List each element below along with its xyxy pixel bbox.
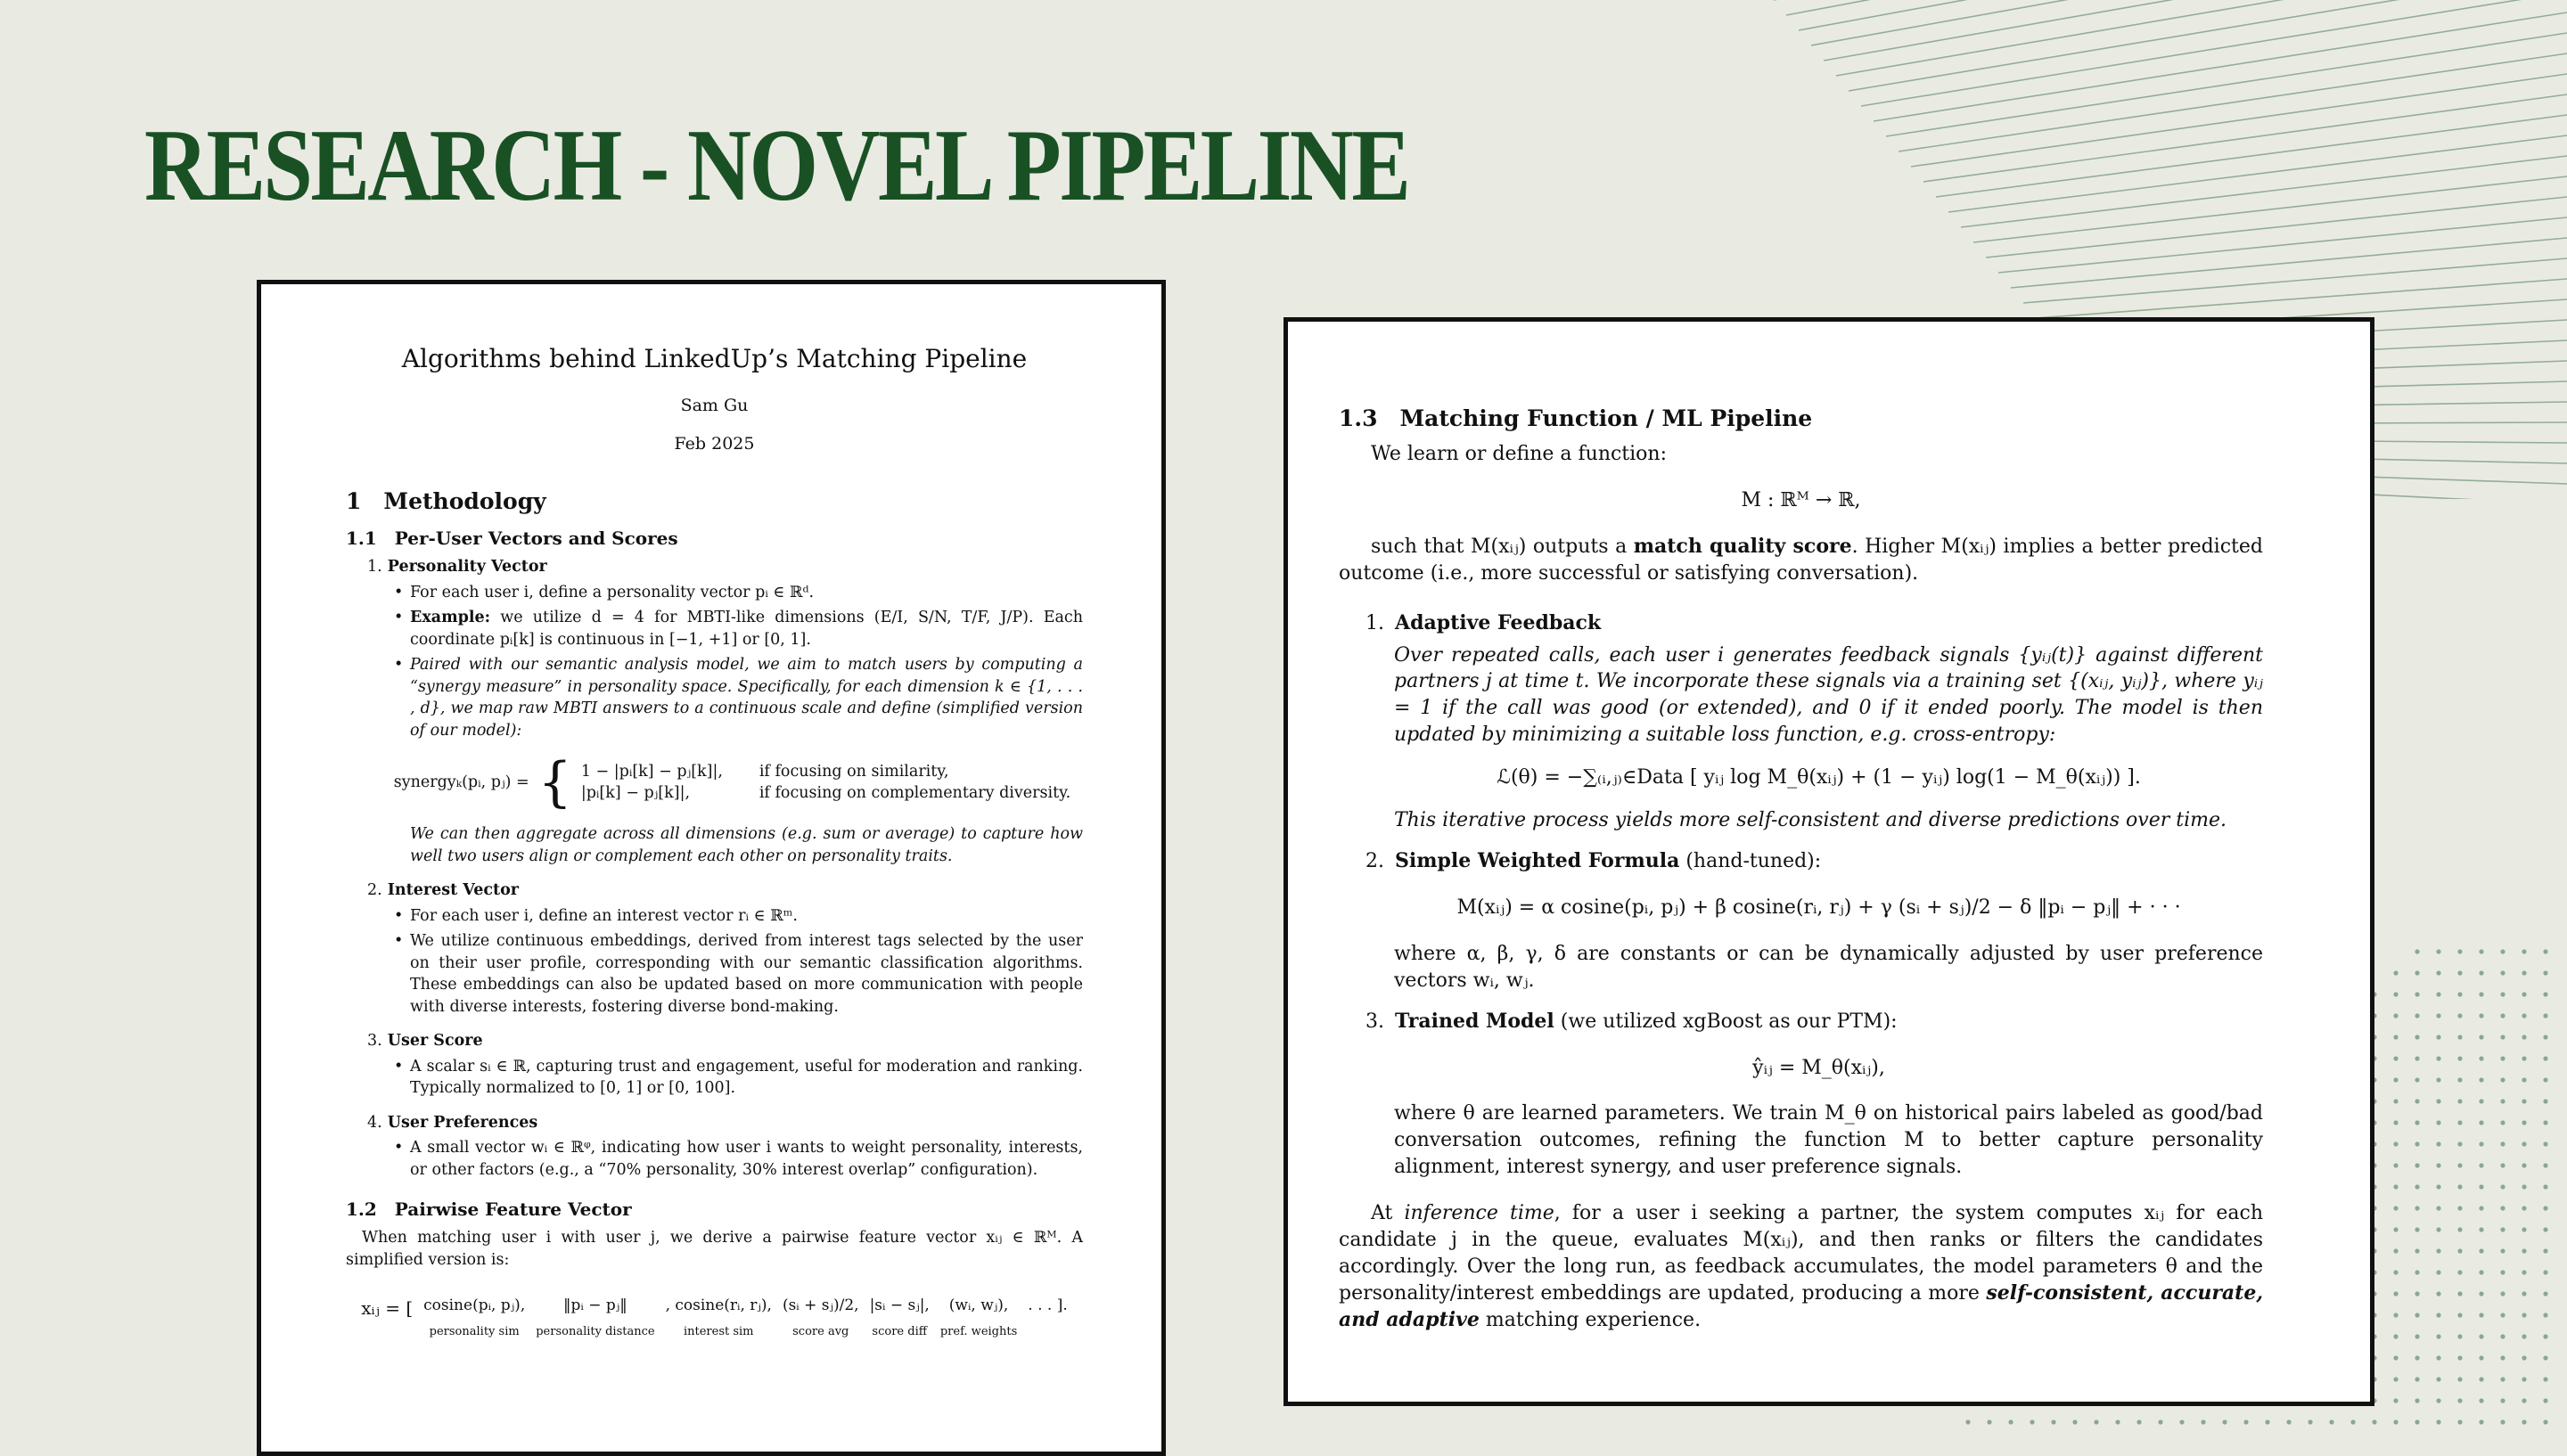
decorative-dot bbox=[2393, 1099, 2398, 1103]
decorative-dot bbox=[2436, 1056, 2440, 1060]
decorative-dot bbox=[2051, 1419, 2055, 1424]
decorative-dot bbox=[2479, 1334, 2483, 1338]
decorative-dot bbox=[2500, 1227, 2505, 1231]
decorative-dot bbox=[2479, 1398, 2483, 1403]
decorative-dot bbox=[2500, 1355, 2505, 1360]
decorative-dot bbox=[2415, 1120, 2419, 1125]
decorative-dot bbox=[2479, 1227, 2483, 1231]
decorative-dot bbox=[2500, 1313, 2505, 1317]
decorative-dot bbox=[2543, 1248, 2547, 1253]
decorative-dot bbox=[2479, 1013, 2483, 1018]
decorative-dot bbox=[2543, 1206, 2547, 1210]
decorative-dot bbox=[2522, 1141, 2526, 1146]
decorative-dot bbox=[2522, 1398, 2526, 1403]
decorative-dot bbox=[2479, 1355, 2483, 1360]
decorative-dot bbox=[2543, 1313, 2547, 1317]
decorative-dot bbox=[2522, 992, 2526, 996]
decorative-line bbox=[1923, 94, 2567, 182]
decorative-dot bbox=[2543, 1291, 2547, 1296]
decorative-dot bbox=[2479, 992, 2483, 996]
decorative-dot bbox=[2457, 1206, 2462, 1210]
decorative-dot bbox=[2415, 1419, 2419, 1424]
decorative-dot bbox=[2500, 1419, 2505, 1424]
decorative-dot bbox=[2393, 1120, 2398, 1125]
decorative-dot bbox=[2436, 1141, 2440, 1146]
decorative-dot bbox=[2500, 949, 2505, 953]
decorative-dot bbox=[2436, 1291, 2440, 1296]
paragraph: where θ are learned parameters. We train M_θ on historical pairs labeled as good/bad conversation outcomes, refining the function M to better capture personality alignment, interest synergy, and user preference signals. bbox=[1394, 1102, 2263, 1179]
decorative-dot bbox=[2500, 1206, 2505, 1210]
feature-cell: |sᵢ − sⱼ|, score diff bbox=[869, 1296, 930, 1339]
decorative-dot bbox=[2415, 1206, 2419, 1210]
decorative-dot bbox=[2393, 1056, 2398, 1060]
decorative-dot bbox=[2436, 1035, 2440, 1039]
feature-cell: (sᵢ + sⱼ)/2, score avg bbox=[782, 1296, 859, 1339]
paper-title: Algorithms behind LinkedUp’s Matching Pipeline bbox=[401, 344, 1028, 373]
decorative-dot bbox=[2457, 1355, 2462, 1360]
decorative-line bbox=[1899, 53, 2567, 151]
decorative-dot bbox=[2479, 1056, 2483, 1060]
decorative-line bbox=[1849, 0, 2567, 91]
paragraph: This iterative process yields more self-consistent and diverse predictions over time. bbox=[1394, 809, 2227, 832]
decorative-dot bbox=[2500, 1077, 2505, 1082]
decorative-dot bbox=[2415, 1035, 2419, 1039]
decorative-dot bbox=[2457, 1163, 2462, 1167]
paragraph: At inference time, for a user i seeking a partner, the system computes xᵢⱼ for each candidate j in the queue, evaluates M(xᵢⱼ), and then ranks or filters the candidates accordingly. Over the long run, as feedback accumulates, the model parameters θ and the personality/interest embeddings are updated, producing a more self-consistent, accurate, and adaptive matching experience. bbox=[1339, 1202, 2264, 1331]
decorative-dot bbox=[2393, 1141, 2398, 1146]
decorative-dot bbox=[2436, 1248, 2440, 1253]
subsection-heading: 1.2 Pairwise Feature Vector bbox=[346, 1198, 632, 1221]
decorative-dot bbox=[2179, 1419, 2184, 1424]
list-item-heading: 3. User Score bbox=[367, 1032, 483, 1051]
decorative-dot bbox=[2415, 1334, 2419, 1338]
decorative-dot bbox=[2522, 1206, 2526, 1210]
decorative-dot bbox=[2136, 1419, 2141, 1424]
subsection-heading: 1.3 Matching Function / ML Pipeline bbox=[1339, 405, 1813, 431]
decorative-dot bbox=[2457, 1227, 2462, 1231]
bullet-item: • We utilize continuous embeddings, derived from interest tags selected by the user on their user profile, corresponding with our semantic classification algorithms. These embeddings can also be updated based on more communication with people with diverse interests, fostering diverse bond-making. bbox=[394, 932, 1083, 1016]
decorative-dot bbox=[2393, 1077, 2398, 1082]
bullet-item: • Example: we utilize d = 4 for MBTI-like dimensions (E/I, S/N, T/F, J/P). Each coordinate pᵢ[k] is continuous in [−1, +1] or [0, 1]. bbox=[394, 609, 1083, 649]
list-item-heading: 2. Simple Weighted Formula (hand-tuned): bbox=[1366, 848, 1822, 872]
list-item-heading: 1. Adaptive Feedback bbox=[1366, 610, 1602, 634]
decorative-line bbox=[1786, 0, 2567, 15]
decorative-dot bbox=[2393, 1291, 2398, 1296]
feature-cell: cosine(pᵢ, pⱼ), personality sim bbox=[423, 1296, 526, 1339]
decorative-dot bbox=[2500, 1291, 2505, 1296]
decorative-dot bbox=[2500, 970, 2505, 975]
decorative-dot bbox=[2479, 1120, 2483, 1125]
decorative-dot bbox=[2436, 1334, 2440, 1338]
decorative-dot bbox=[2436, 1120, 2440, 1125]
decorative-dot bbox=[2457, 1419, 2462, 1424]
decorative-dot bbox=[2436, 992, 2440, 996]
paper-page-right bbox=[1284, 317, 2374, 1406]
decorative-dot bbox=[2543, 1355, 2547, 1360]
decorative-dot bbox=[2522, 1077, 2526, 1082]
decorative-dot bbox=[2500, 1013, 2505, 1018]
decorative-dot bbox=[2436, 1270, 2440, 1274]
decorative-dot bbox=[2436, 1313, 2440, 1317]
decorative-dot bbox=[2500, 1377, 2505, 1381]
decorative-dot bbox=[2543, 1035, 2547, 1039]
decorative-dot bbox=[2522, 1377, 2526, 1381]
decorative-dot bbox=[2415, 970, 2419, 975]
decorative-dot bbox=[2457, 1184, 2462, 1189]
bullet-item: • For each user i, define an interest vector rᵢ ∈ ℝᵐ. bbox=[394, 906, 798, 925]
decorative-dot bbox=[2393, 1227, 2398, 1231]
decorative-dot bbox=[2072, 1419, 2077, 1424]
feature-cell: ‖pᵢ − pⱼ‖ personality distance bbox=[536, 1296, 655, 1339]
decorative-dot bbox=[2393, 1377, 2398, 1381]
decorative-dot bbox=[2543, 1398, 2547, 1403]
decorative-dot bbox=[2415, 1077, 2419, 1082]
paragraph: such that M(xᵢⱼ) outputs a match quality score. Higher M(xᵢⱼ) implies a better predicted outcome (i.e., more successful or satisfying conversation). bbox=[1339, 534, 2263, 585]
decorative-dot bbox=[2350, 1419, 2355, 1424]
decorative-dot bbox=[2522, 1313, 2526, 1317]
decorative-dot bbox=[1965, 1419, 1970, 1424]
decorative-dot bbox=[2522, 1163, 2526, 1167]
decorative-dot bbox=[2436, 1398, 2440, 1403]
decorative-dot bbox=[2436, 1355, 2440, 1360]
decorative-dot bbox=[2479, 1270, 2483, 1274]
decorative-dot bbox=[2479, 1206, 2483, 1210]
decorative-dot bbox=[2457, 1099, 2462, 1103]
decorative-dot bbox=[2415, 1291, 2419, 1296]
decorative-dot bbox=[2436, 1227, 2440, 1231]
decorative-dot bbox=[2522, 1334, 2526, 1338]
decorative-dot bbox=[2543, 1184, 2547, 1189]
decorative-dot bbox=[2393, 1419, 2398, 1424]
subsection-heading: 1.1 Per-User Vectors and Scores bbox=[346, 528, 678, 550]
bullet-item: • A small vector wᵢ ∈ ℝᵠ, indicating how user i wants to weight personality, interests, or other factors (e.g., a “70% personality, 30% interest overlap” configuration). bbox=[394, 1139, 1083, 1179]
decorative-dot bbox=[2522, 1270, 2526, 1274]
decorative-dot bbox=[2500, 1056, 2505, 1060]
decorative-dot bbox=[2543, 1077, 2547, 1082]
decorative-dot bbox=[2500, 992, 2505, 996]
decorative-dot bbox=[2415, 1313, 2419, 1317]
decorative-dot bbox=[2543, 949, 2547, 953]
list-item-heading: 2. Interest Vector bbox=[367, 881, 519, 900]
decorative-dot bbox=[2543, 992, 2547, 996]
list-item-heading: 1. Personality Vector bbox=[367, 558, 547, 577]
decorative-dot bbox=[2522, 1355, 2526, 1360]
decorative-dot bbox=[2030, 1419, 2034, 1424]
decorative-dot bbox=[2457, 949, 2462, 953]
decorative-dot bbox=[2457, 1377, 2462, 1381]
decorative-dot bbox=[2543, 1141, 2547, 1146]
slide-title: RESEARCH - NOVEL PIPELINE bbox=[144, 109, 1409, 223]
decorative-dot bbox=[2522, 1099, 2526, 1103]
decorative-dot bbox=[2436, 949, 2440, 953]
decorative-line bbox=[1836, 0, 2567, 76]
bullet-item: • A scalar sᵢ ∈ ℝ, capturing trust and engagement, useful for moderation and ranking. Typically normalized to [0, 1] or [0, 100]. bbox=[394, 1057, 1083, 1098]
decorative-dot bbox=[2415, 1377, 2419, 1381]
decorative-dot bbox=[2457, 1056, 2462, 1060]
decorative-dot bbox=[2500, 1184, 2505, 1189]
decorative-dot bbox=[2393, 1035, 2398, 1039]
equation: M : ℝᴹ → ℝ, bbox=[1741, 488, 1861, 511]
decorative-dot bbox=[2457, 970, 2462, 975]
decorative-dot bbox=[2393, 1163, 2398, 1167]
decorative-dot bbox=[2522, 970, 2526, 975]
decorative-dot bbox=[2522, 1227, 2526, 1231]
loss-equation: ℒ(θ) = −∑₍ᵢ,ⱼ₎∈Data [ yᵢⱼ log M_θ(xᵢⱼ) + (1 − yᵢⱼ) log(1 − M_θ(xᵢⱼ)) ]. bbox=[1497, 766, 2141, 789]
decorative-line bbox=[2023, 258, 2567, 303]
decorative-dot bbox=[2393, 1334, 2398, 1338]
decorative-dot bbox=[2286, 1419, 2291, 1424]
decorative-dot bbox=[2457, 1120, 2462, 1125]
decorative-dot bbox=[2479, 949, 2483, 953]
paragraph: Over repeated calls, each user i generates feedback signals {yᵢⱼ(t)} against different partners j at time t. We incorporate these signals via a training set {(xᵢⱼ, yᵢⱼ)}, where yᵢⱼ = 1 if the call was good (or extended), and 0 if it ended poorly. The model is then updated by minimizing a suitable loss function, e.g. cross-entropy: bbox=[1394, 643, 2263, 747]
decorative-dot bbox=[2393, 1248, 2398, 1253]
paragraph: We learn or define a function: bbox=[1371, 443, 1668, 465]
decorative-dot bbox=[2393, 1313, 2398, 1317]
decorative-dot bbox=[2201, 1419, 2205, 1424]
decorative-dot bbox=[2372, 1419, 2376, 1424]
decorative-dot bbox=[2158, 1419, 2162, 1424]
decorative-dot bbox=[2393, 1013, 2398, 1018]
decorative-dot bbox=[2479, 1184, 2483, 1189]
decorative-dot bbox=[2415, 1056, 2419, 1060]
decorative-dot bbox=[2265, 1419, 2269, 1424]
decorative-dot bbox=[2094, 1419, 2098, 1424]
decorative-dot bbox=[2415, 1184, 2419, 1189]
decorative-dot bbox=[2500, 1141, 2505, 1146]
decorative-line bbox=[1799, 0, 2567, 30]
decorative-dot bbox=[2543, 1056, 2547, 1060]
decorative-dot bbox=[2479, 1291, 2483, 1296]
decorative-dot bbox=[2393, 1270, 2398, 1274]
list-item-heading: 3. Trained Model (we utilized xgBoost as our PTM): bbox=[1366, 1009, 1898, 1033]
decorative-line bbox=[1986, 197, 2567, 258]
decorative-dot bbox=[2457, 1077, 2462, 1082]
decorative-dot bbox=[1987, 1419, 1991, 1424]
decorative-dot bbox=[2457, 1334, 2462, 1338]
decorative-dot bbox=[2500, 1099, 2505, 1103]
decorative-dot bbox=[2522, 1248, 2526, 1253]
bullet-item: • Paired with our semantic analysis model, we aim to match users by computing a “synergy measure” in personality space. Specifically, for each dimension k ∈ {1, . . . , d}, we map raw MBTI answers to a continuous scale and define (simplified version of our model): bbox=[394, 656, 1083, 740]
decorative-dot bbox=[2479, 1099, 2483, 1103]
decorative-dot bbox=[2522, 1419, 2526, 1424]
decorative-dot bbox=[2415, 1398, 2419, 1403]
decorative-dot bbox=[2500, 1248, 2505, 1253]
decorative-dot bbox=[2329, 1419, 2333, 1424]
decorative-line bbox=[1961, 156, 2567, 227]
weighted-formula-equation: M(xᵢⱼ) = α cosine(pᵢ, pⱼ) + β cosine(rᵢ, rⱼ) + γ (sᵢ + sⱼ)/2 − δ ‖pᵢ − pⱼ‖ + · · · bbox=[1456, 896, 2181, 919]
decorative-dot bbox=[2457, 1248, 2462, 1253]
decorative-dot bbox=[2393, 992, 2398, 996]
decorative-dot bbox=[2243, 1419, 2248, 1424]
paragraph: When matching user i with user j, we derive a pairwise feature vector xᵢⱼ ∈ ℝᴹ. A simplified version is: bbox=[346, 1229, 1083, 1269]
decorative-dot bbox=[2436, 1099, 2440, 1103]
decorative-dot bbox=[2393, 970, 2398, 975]
decorative-dot bbox=[2500, 1270, 2505, 1274]
decorative-dot bbox=[2222, 1419, 2227, 1424]
decorative-line bbox=[2036, 279, 2567, 318]
decorative-dot bbox=[2436, 1077, 2440, 1082]
decorative-dot bbox=[2543, 1270, 2547, 1274]
decorative-dot bbox=[2543, 1099, 2547, 1103]
decorative-dot bbox=[2436, 1163, 2440, 1167]
decorative-dot bbox=[2522, 1056, 2526, 1060]
decorative-dot bbox=[2522, 1291, 2526, 1296]
decorative-dot bbox=[2479, 970, 2483, 975]
decorative-dot bbox=[2457, 1013, 2462, 1018]
decorative-dot bbox=[2457, 1270, 2462, 1274]
decorative-dot bbox=[2500, 1035, 2505, 1039]
decorative-dot bbox=[2479, 1035, 2483, 1039]
decorative-dot bbox=[2308, 1419, 2312, 1424]
decorative-dot bbox=[2500, 1120, 2505, 1125]
decorative-dot bbox=[2436, 1206, 2440, 1210]
feature-cell: (wᵢ, wⱼ), pref. weights bbox=[939, 1296, 1018, 1339]
paper-page-left bbox=[257, 280, 1166, 1456]
decorative-dot bbox=[2479, 1313, 2483, 1317]
decorative-dot bbox=[2522, 1035, 2526, 1039]
decorative-dot bbox=[2479, 1077, 2483, 1082]
decorative-line bbox=[1911, 74, 2567, 167]
decorative-dot bbox=[2436, 1184, 2440, 1189]
decorative-dot bbox=[2522, 1013, 2526, 1018]
decorative-dot bbox=[2457, 992, 2462, 996]
decorative-dot bbox=[2543, 1334, 2547, 1338]
feature-vector-equation: xᵢⱼ = [ cosine(pᵢ, pⱼ), personality sim ‖pᵢ − pⱼ‖ personality distance , cosine(rᵢ, rⱼ), interest sim (sᵢ + sⱼ)/2, score avg |sᵢ − sⱼ|, score diff (wᵢ, wⱼ), pref. weights . . . ]. bbox=[346, 1296, 1083, 1340]
decorative-dot bbox=[2393, 1184, 2398, 1189]
decorative-dot bbox=[2522, 1120, 2526, 1125]
decorative-dot bbox=[2543, 1120, 2547, 1125]
decorative-dot bbox=[2543, 1419, 2547, 1424]
decorative-dot bbox=[2115, 1419, 2120, 1424]
decorative-dot bbox=[2457, 1291, 2462, 1296]
synergy-equation: synergyₖ(pᵢ, pⱼ) = { 1 − |pᵢ[k] − pⱼ[k]|, if focusing on similarity, |pᵢ[k] − pⱼ[k]|, if focusing on complementary diversity. bbox=[393, 751, 1071, 814]
decorative-dot bbox=[2457, 1141, 2462, 1146]
decorative-dot bbox=[2479, 1141, 2483, 1146]
decorative-line bbox=[1886, 33, 2567, 136]
decorative-dot bbox=[2500, 1334, 2505, 1338]
decorative-dot bbox=[2415, 949, 2419, 953]
list-item-heading: 4. User Preferences bbox=[367, 1113, 538, 1132]
decorative-dot bbox=[2393, 1355, 2398, 1360]
decorative-dot bbox=[2457, 1035, 2462, 1039]
paragraph: We can then aggregate across all dimensions (e.g. sum or average) to capture how well two users align or complement each other on personality traits. bbox=[410, 825, 1083, 865]
decorative-dot bbox=[2415, 1013, 2419, 1018]
decorative-dot bbox=[2415, 1227, 2419, 1231]
prediction-equation: ŷᵢⱼ = M_θ(xᵢⱼ), bbox=[1752, 1056, 1885, 1079]
decorative-dot bbox=[2522, 949, 2526, 953]
decorative-dot bbox=[2436, 970, 2440, 975]
decorative-dot bbox=[2500, 1163, 2505, 1167]
decorative-dot bbox=[2500, 1398, 2505, 1403]
decorative-dot bbox=[2008, 1419, 2013, 1424]
decorative-dot bbox=[2415, 1141, 2419, 1146]
paragraph: where α, β, γ, δ are constants or can be dynamically adjusted by user preference vectors wᵢ, wⱼ. bbox=[1394, 942, 2263, 992]
decorative-dot bbox=[2522, 1184, 2526, 1189]
decorative-dot bbox=[2479, 1163, 2483, 1167]
decorative-line bbox=[1948, 135, 2567, 212]
decorative-dot bbox=[2543, 970, 2547, 975]
decorative-line bbox=[1936, 115, 2567, 197]
decorative-dot bbox=[2436, 1377, 2440, 1381]
decorative-dot bbox=[2415, 1099, 2419, 1103]
decorative-dot bbox=[2479, 1248, 2483, 1253]
decorative-dot bbox=[2415, 1355, 2419, 1360]
feature-cell: , cosine(rᵢ, rⱼ), interest sim bbox=[665, 1296, 772, 1339]
decorative-dot bbox=[2543, 1227, 2547, 1231]
decorative-dot bbox=[2543, 1163, 2547, 1167]
decorative-dot bbox=[2393, 1398, 2398, 1403]
decorative-dot bbox=[2415, 1270, 2419, 1274]
decorative-dot bbox=[2479, 1377, 2483, 1381]
decorative-dot bbox=[2415, 1163, 2419, 1167]
decorative-dot bbox=[2457, 1313, 2462, 1317]
decorative-dot bbox=[2415, 992, 2419, 996]
decorative-dot bbox=[2415, 1248, 2419, 1253]
paper-date: Feb 2025 bbox=[674, 433, 755, 454]
decorative-line bbox=[1973, 176, 2567, 242]
decorative-dot bbox=[2457, 1398, 2462, 1403]
paper-author: Sam Gu bbox=[680, 396, 749, 416]
decorative-dot bbox=[2543, 1377, 2547, 1381]
decorative-dot bbox=[2436, 1419, 2440, 1424]
decorative-dot bbox=[2436, 1013, 2440, 1018]
decorative-dot bbox=[2393, 1206, 2398, 1210]
bullet-item: • For each user i, define a personality vector pᵢ ∈ ℝᵈ. bbox=[394, 583, 815, 601]
decorative-dot bbox=[2479, 1419, 2483, 1424]
section-heading: 1 Methodology bbox=[346, 488, 546, 515]
decorative-dot bbox=[2543, 1013, 2547, 1018]
